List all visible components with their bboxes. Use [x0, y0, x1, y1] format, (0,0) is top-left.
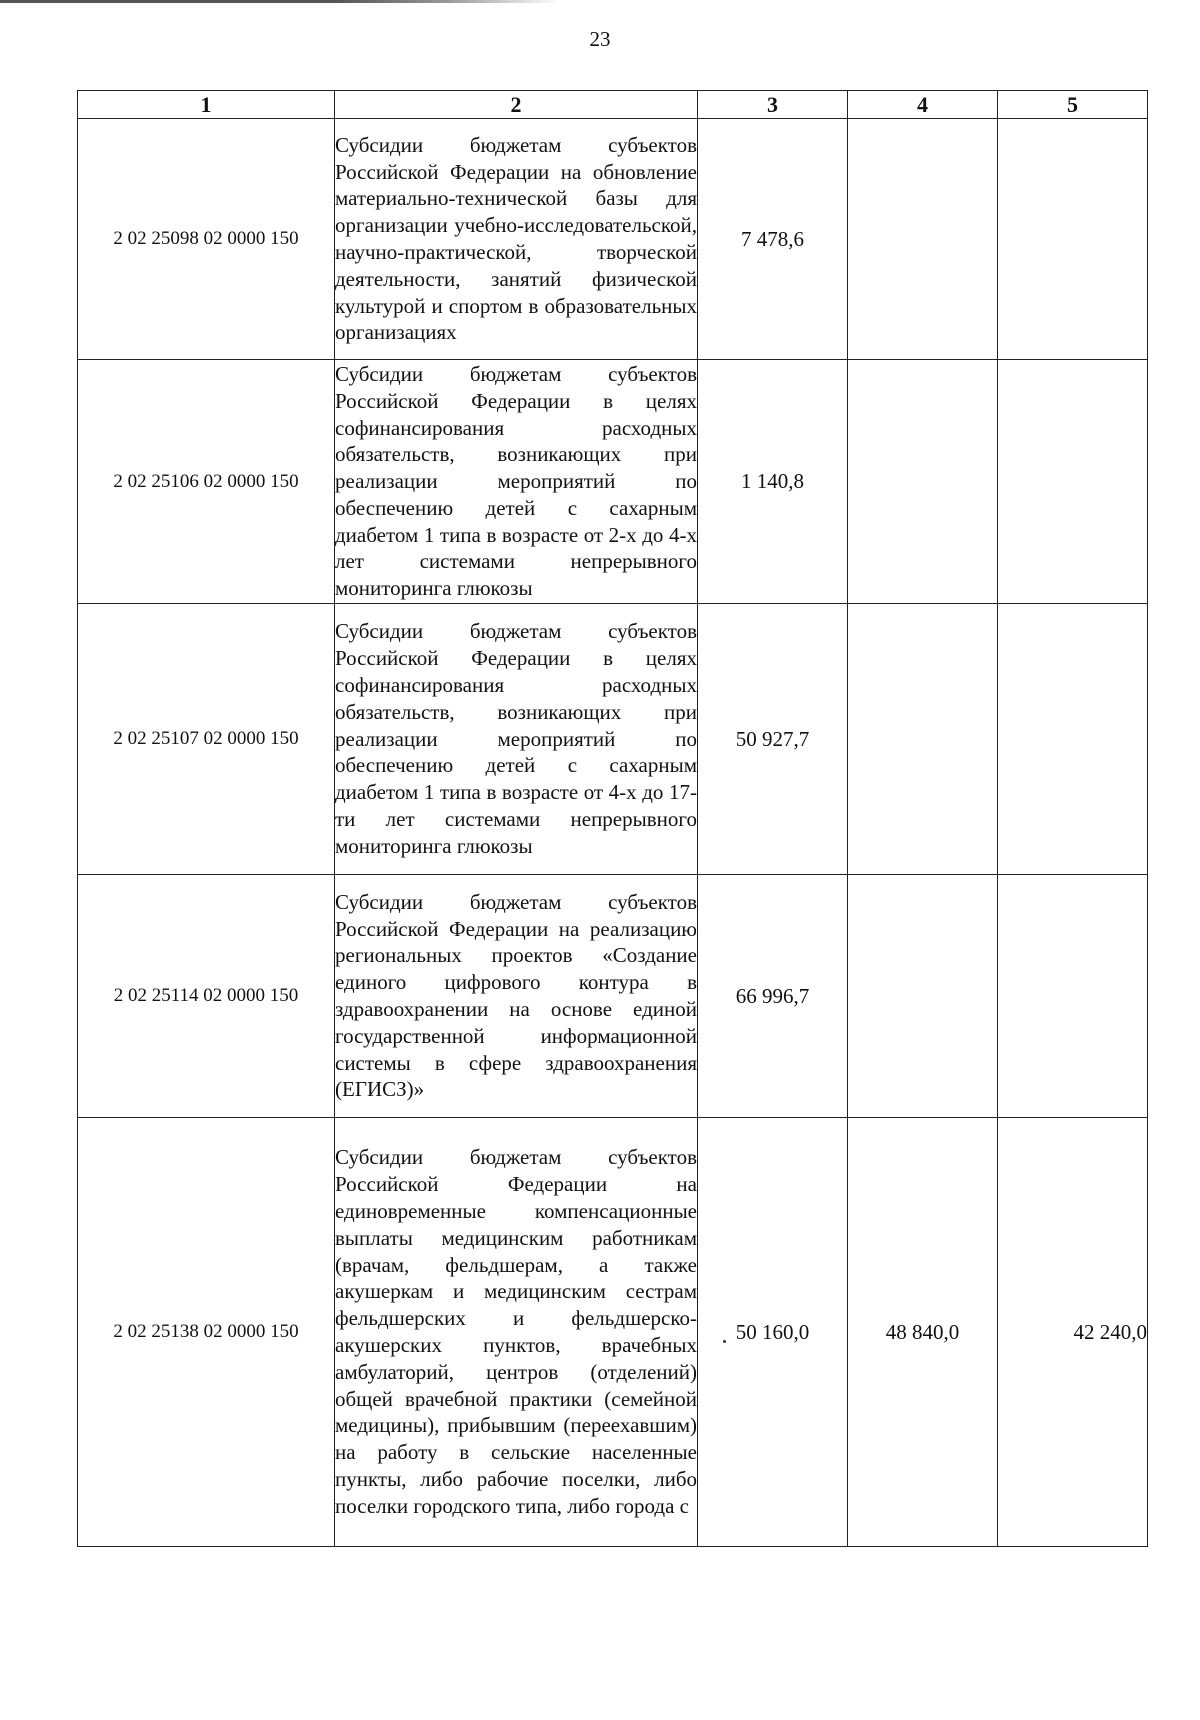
header-col-5: 5 — [998, 91, 1148, 119]
row-col5-value — [998, 604, 1148, 875]
table-header-row — [78, 91, 1148, 119]
row-code: 2 02 25107 02 0000 150 — [78, 604, 335, 875]
row-col5-value — [998, 875, 1148, 1118]
header-col-4: 4 — [848, 91, 998, 119]
row-col5-value — [998, 119, 1148, 360]
header-col-2: 2 — [335, 91, 698, 119]
row-col4-value — [848, 360, 998, 604]
page-number: 23 — [589, 27, 611, 51]
row-code: 2 02 25138 02 0000 150 — [78, 1118, 335, 1547]
row-col3-value: 7 478,6 — [698, 119, 848, 360]
row-col3-value: 1 140,8 — [698, 360, 848, 604]
header-col-1: 1 — [78, 91, 335, 119]
row-description: Субсидии бюджетам субъектов Российской Федерации в целях софинансирования расходных обязательств, возникающих при реализации мероприятий по обеспечению детей с сахарным диабетом 1 типа в возрасте от 2-х до 4-х лет системами непрерывного мониторинга глюкозы — [335, 360, 698, 604]
row-description: Субсидии бюджетам субъектов Российской Федерации на обновление материально-технической базы для организации учебно-исследовательской, научно-практической, творческой деятельности, занятий физической культурой и спортом в образовательных организациях — [335, 119, 698, 360]
row-col4-value — [848, 875, 998, 1118]
scan-speck — [723, 1340, 726, 1343]
header-col-3: 3 — [698, 91, 848, 119]
row-description: Субсидии бюджетам субъектов Российской Федерации в целях софинансирования расходных обязательств, возникающих при реализации мероприятий по обеспечению детей с сахарным диабетом 1 типа в возрасте от 4-х до 17-ти лет системами непрерывного мониторинга глюкозы — [335, 604, 698, 875]
row-col3-value: 50 927,7 — [698, 604, 848, 875]
row-description: Субсидии бюджетам субъектов Российской Федерации на единовременные компенсационные выплаты медицинским работникам (врачам, фельдшерам, а также акушеркам и медицинским сестрам фельдшерских и фельдшерско-акушерских пунктов, врачебных амбулаторий, центров (отделений) общей врачебной практики (семейной медицины), прибывшим (переехавшим) на работу в сельские населенные пункты, либо рабочие поселки, либо поселки городского типа, либо города с — [335, 1118, 698, 1547]
table-row — [78, 360, 1148, 604]
row-col4-value — [848, 119, 998, 360]
table-row — [78, 119, 1148, 360]
row-col5-value: 42 240,0 — [998, 1118, 1148, 1547]
row-col5-value — [998, 360, 1148, 604]
scan-edge-line — [0, 0, 560, 3]
row-col3-value: 50 160,0 — [698, 1118, 848, 1547]
row-col4-value: 48 840,0 — [848, 1118, 998, 1547]
row-code: 2 02 25106 02 0000 150 — [78, 360, 335, 604]
row-col3-value: 66 996,7 — [698, 875, 848, 1118]
row-description: Субсидии бюджетам субъектов Российской Федерации на реализацию региональных проектов «Создание единого цифрового контура в здравоохранении на основе единой государственной информационной системы в сфере здравоохранения (ЕГИСЗ)» — [335, 875, 698, 1118]
table-row — [78, 1118, 1148, 1547]
budget-table — [77, 90, 1148, 1547]
row-code: 2 02 25098 02 0000 150 — [78, 119, 335, 360]
row-code: 2 02 25114 02 0000 150 — [78, 875, 335, 1118]
row-col4-value — [848, 604, 998, 875]
table-row — [78, 875, 1148, 1118]
table-row — [78, 604, 1148, 875]
